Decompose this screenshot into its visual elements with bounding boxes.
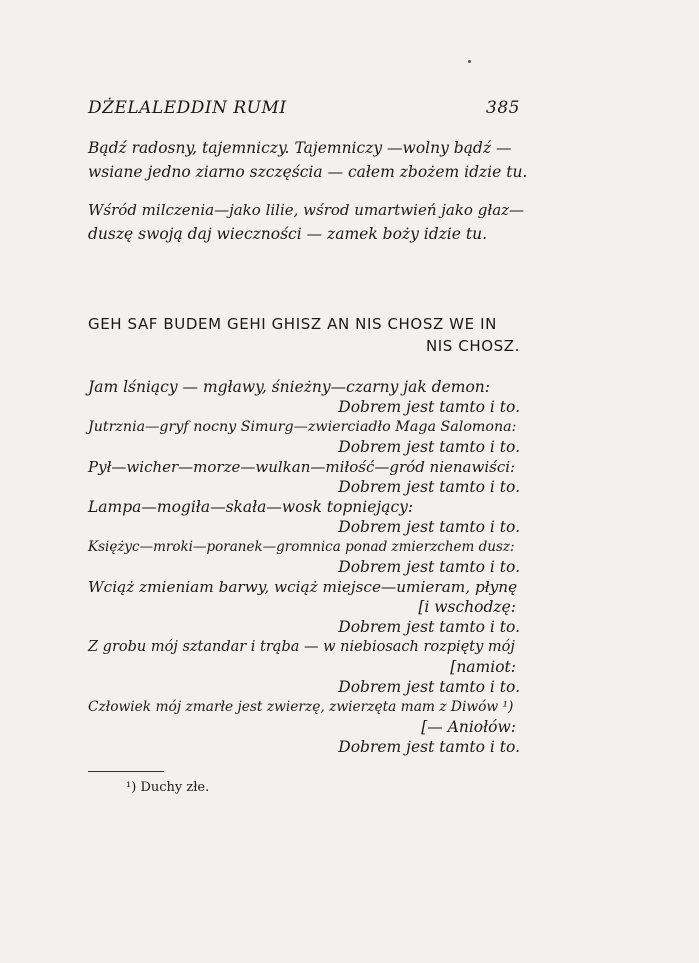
footnote xyxy=(126,780,209,795)
footnote-marker: ¹) xyxy=(126,780,137,795)
refrain: Dobrem jest tamto i to. xyxy=(338,738,520,756)
footnote-text: Duchy złe. xyxy=(140,780,210,795)
verse-line: Wciąż zmieniam barwy, wciąż miejsce—umieram, płynę xyxy=(88,578,518,596)
verse-line: duszę swoją daj wieczności — zamek boży idzie tu. xyxy=(88,225,487,243)
verse-line: Księżyc—mroki—poranek—gromnica ponad zmierzchem dusz: xyxy=(88,539,515,555)
verse-turnover: [i wschodzę: xyxy=(418,598,516,616)
verse-line: Lampa—mogiła—skała—wosk topniejący: xyxy=(88,498,414,516)
refrain: Dobrem jest tamto i to. xyxy=(338,618,520,636)
verse-turnover: [namiot: xyxy=(450,658,516,676)
refrain: Dobrem jest tamto i to. xyxy=(338,438,520,456)
running-head xyxy=(88,98,520,118)
refrain: Dobrem jest tamto i to. xyxy=(338,558,520,576)
ink-speck xyxy=(468,60,471,63)
stanza-1 xyxy=(88,136,528,184)
poem-title-line-1: GEH SAF BUDEM GEHI GHISZ AN NIS CHOSZ WE IN xyxy=(88,315,497,333)
refrain: Dobrem jest tamto i to. xyxy=(338,398,520,416)
stanza-2 xyxy=(88,198,528,246)
verse-line: Bądź radosny, tajemniczy. Tajemniczy —wolny bądź — xyxy=(88,139,512,157)
refrain: Dobrem jest tamto i to. xyxy=(338,678,520,696)
verse-turnover: [— Aniołów: xyxy=(421,718,516,736)
verse-line: Człowiek mój zmarłe jest zwierzę, zwierzęta mam z Diwów ¹) xyxy=(88,699,514,715)
verse-line: wsiane jedno ziarno szczęścia — całem zbożem idzie tu. xyxy=(88,163,528,181)
poem-body xyxy=(88,377,520,757)
poem-title xyxy=(88,313,520,357)
verse-line: Jam lśniący — mgławy, śnieżny—czarny jak demon: xyxy=(88,378,491,396)
verse-line: Z grobu mój sztandar i trąba — w niebiosach rozpięty mój xyxy=(88,639,515,655)
footnote-rule xyxy=(88,771,164,772)
refrain: Dobrem jest tamto i to. xyxy=(338,478,520,496)
refrain: Dobrem jest tamto i to. xyxy=(338,518,520,536)
poem-title-line-2: NIS CHOSZ. xyxy=(425,337,520,355)
page-number: 385 xyxy=(486,98,520,118)
verse-line: Wśród milczenia—jako lilie, wśrod umartwień jako głaz— xyxy=(88,201,525,219)
verse-line: Jutrznia—gryf nocny Simurg—zwierciadło Maga Salomona: xyxy=(88,419,517,435)
running-head-title: DŻELALEDDIN RUMI xyxy=(88,98,287,118)
verse-line: Pył—wicher—morze—wulkan—miłość—gród nienawiści: xyxy=(88,458,516,476)
